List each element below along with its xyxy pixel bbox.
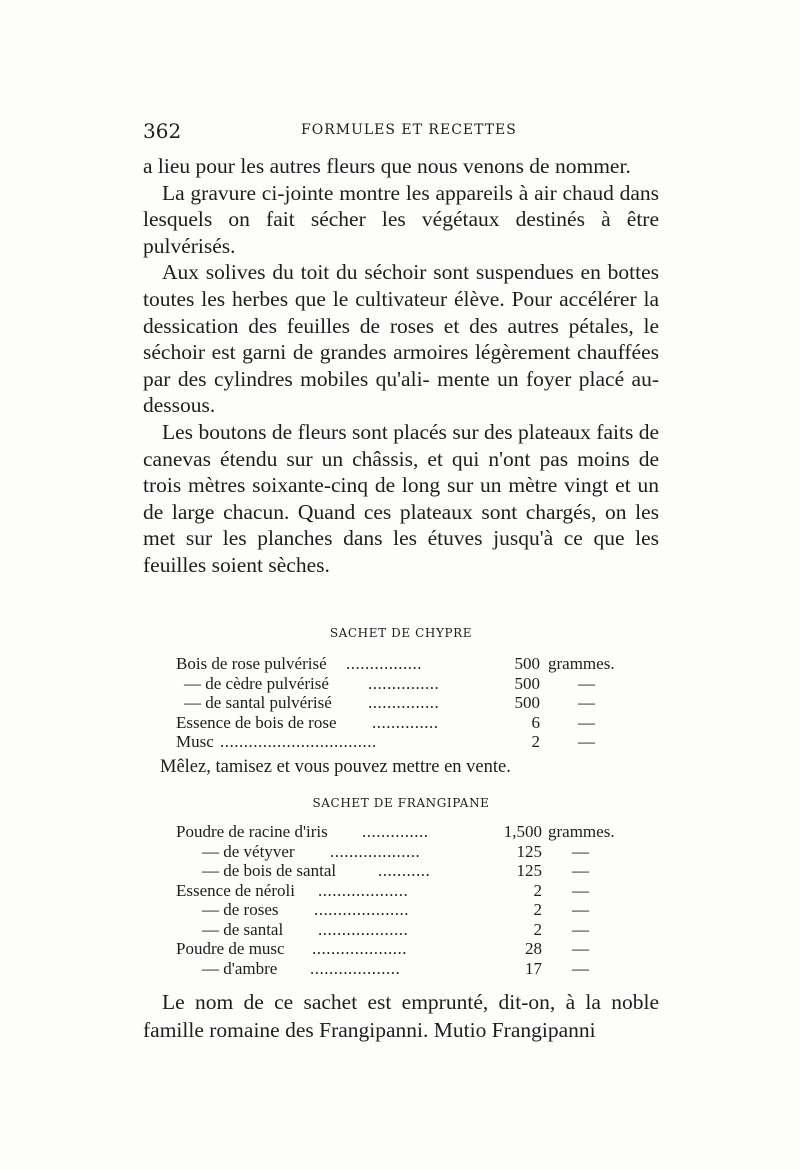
text-line: pulvérisés. bbox=[143, 233, 236, 258]
ingredient-quantity: 500 bbox=[514, 654, 540, 673]
paragraph-frangipanni bbox=[143, 988, 659, 1044]
ingredient-name: Musc bbox=[176, 732, 214, 751]
page-number: 362 bbox=[143, 119, 182, 143]
ingredient-unit: — bbox=[578, 732, 595, 751]
leader-dots: ................... bbox=[330, 841, 421, 861]
leader-dots: .................... bbox=[312, 939, 407, 958]
recipe-title-frangipane: SACHET DE FRANGIPANE bbox=[312, 796, 490, 810]
ingredient-unit: — bbox=[572, 880, 589, 900]
ingredient-unit: — bbox=[572, 841, 589, 861]
text-line: jusqu'à ce que les feuilles soient sèches. bbox=[143, 526, 659, 577]
ingredient-unit: — bbox=[578, 693, 595, 712]
running-head bbox=[143, 119, 658, 143]
ingredient-unit: grammes. bbox=[548, 822, 615, 841]
ingredient-row bbox=[176, 900, 636, 920]
ingredient-quantity: 125 bbox=[516, 861, 542, 880]
ingredient-name: — de bois de santal bbox=[202, 861, 337, 880]
recipe-title-chypre: SACHET DE CHYPRE bbox=[329, 626, 473, 640]
text-line: autres pétales, le séchoir est garni de grandes armoires bbox=[143, 313, 660, 365]
text-line: a lieu pour les autres fleurs que nous venons de bbox=[143, 154, 550, 178]
ingredient-row bbox=[176, 732, 636, 752]
ingredient-row bbox=[176, 861, 636, 881]
ingredient-name: — de santal bbox=[202, 919, 284, 939]
text-line: accélérer la dessication des feuilles de roses et des bbox=[143, 286, 659, 338]
ingredient-quantity: 17 bbox=[525, 958, 542, 978]
text-line: moins de trois mètres soixante-cinq de long sur un bbox=[143, 446, 660, 498]
text-line: légèrement chauffées par des cylindres mobiles qu'ali- bbox=[143, 340, 659, 391]
ingredient-name: — de roses bbox=[202, 900, 279, 919]
text-line: La gravure ci-jointe montre les appareils à air chaud bbox=[162, 180, 614, 205]
ingredient-row bbox=[176, 654, 636, 674]
text-line: Les boutons de fleurs sont placés sur des plateaux bbox=[162, 419, 591, 444]
ingredient-name: — d'ambre bbox=[202, 958, 278, 978]
ingredient-unit: — bbox=[572, 919, 589, 939]
ingredient-name: — de santal pulvérisé bbox=[184, 693, 332, 712]
ingredient-quantity: 2 bbox=[533, 900, 542, 919]
ingredient-quantity: 125 bbox=[516, 841, 542, 861]
leader-dots: .............. bbox=[362, 822, 429, 841]
body-text bbox=[143, 153, 659, 579]
ingredient-name: Poudre de racine d'iris bbox=[176, 822, 328, 841]
leader-dots: ............... bbox=[368, 673, 440, 693]
text-line: nommer. bbox=[554, 154, 631, 178]
leader-dots: ................... bbox=[318, 880, 409, 900]
leader-dots: ................... bbox=[318, 919, 409, 939]
ingredient-row bbox=[176, 959, 636, 979]
running-title: FORMULES ET RECETTES bbox=[301, 122, 517, 138]
recipe-instruction: Mêlez, tamisez et vous pouvez mettre en vente. bbox=[160, 757, 511, 777]
ingredient-name: Essence de néroli bbox=[176, 880, 295, 900]
ingredient-unit: — bbox=[572, 861, 589, 880]
ingredient-name: Bois de rose pulvérisé bbox=[176, 654, 327, 673]
ingredients-chypre bbox=[176, 654, 636, 752]
ingredient-unit: — bbox=[578, 712, 595, 732]
paragraph-boutons bbox=[143, 419, 659, 579]
ingredient-name: Essence de bois de rose bbox=[176, 712, 337, 732]
ingredient-quantity: 28 bbox=[525, 939, 542, 958]
ingredient-name: — de cèdre pulvérisé bbox=[184, 673, 329, 693]
ingredient-quantity: 500 bbox=[514, 693, 540, 712]
ingredient-quantity: 2 bbox=[533, 919, 542, 939]
text-line: Le nom de ce sachet est emprunté, dit-on, à la noble bbox=[162, 990, 659, 1014]
ingredient-unit: — bbox=[572, 939, 589, 958]
paragraph-continuation bbox=[143, 153, 659, 180]
ingredient-row bbox=[176, 939, 636, 959]
ingredient-row bbox=[176, 693, 636, 713]
text-line: bottes toutes les herbes que le cultivateur élève. Pour bbox=[143, 260, 660, 311]
leader-dots: ................... bbox=[310, 958, 401, 978]
ingredient-unit: — bbox=[578, 673, 595, 693]
ingredient-quantity: 2 bbox=[531, 732, 540, 751]
text-line: mètre vingt et un de large chacun. Quand ces plateaux bbox=[143, 473, 660, 524]
ingredient-quantity: 2 bbox=[533, 880, 542, 900]
ingredients-frangipane bbox=[176, 822, 636, 978]
ingredient-row bbox=[176, 842, 636, 862]
leader-dots: ........... bbox=[378, 861, 431, 880]
text-line: Aux solives du toit du séchoir sont suspendues en bbox=[162, 260, 601, 285]
ingredient-row bbox=[176, 822, 636, 842]
text-line: famille romaine des Frangipanni. Mutio Frangipanni bbox=[143, 1018, 596, 1042]
leader-dots: ................................. bbox=[220, 732, 377, 751]
ingredient-quantity: 500 bbox=[514, 673, 540, 693]
ingredient-unit: grammes. bbox=[548, 654, 615, 673]
text-line: sont chargés, on les met sur les planches dans les étuves bbox=[143, 499, 659, 551]
ingredient-row bbox=[176, 881, 636, 901]
closing-paragraph bbox=[143, 988, 659, 1044]
ingredient-row bbox=[176, 713, 636, 733]
leader-dots: ................ bbox=[346, 654, 422, 673]
paragraph-gravure bbox=[143, 180, 659, 260]
paragraph-sechoir bbox=[143, 259, 659, 419]
ingredient-unit: — bbox=[572, 958, 589, 978]
text-line: mente un foyer placé au-dessous. bbox=[143, 366, 659, 418]
ingredient-name: Poudre de musc bbox=[176, 939, 285, 958]
ingredient-row bbox=[176, 674, 636, 694]
ingredient-quantity: 6 bbox=[531, 712, 540, 732]
text-line: dans lesquels on fait sécher les végétaux destinés à être bbox=[143, 180, 659, 232]
leader-dots: .............. bbox=[372, 712, 439, 732]
text-line: faits de canevas étendu sur un châssis, et qui n'ont pas bbox=[143, 419, 660, 471]
ingredient-unit: — bbox=[572, 900, 589, 919]
ingredient-quantity: 1,500 bbox=[503, 822, 542, 841]
leader-dots: ............... bbox=[368, 693, 440, 712]
leader-dots: .................... bbox=[314, 900, 409, 919]
ingredient-name: — de vétyver bbox=[202, 841, 295, 861]
ingredient-row bbox=[176, 920, 636, 940]
